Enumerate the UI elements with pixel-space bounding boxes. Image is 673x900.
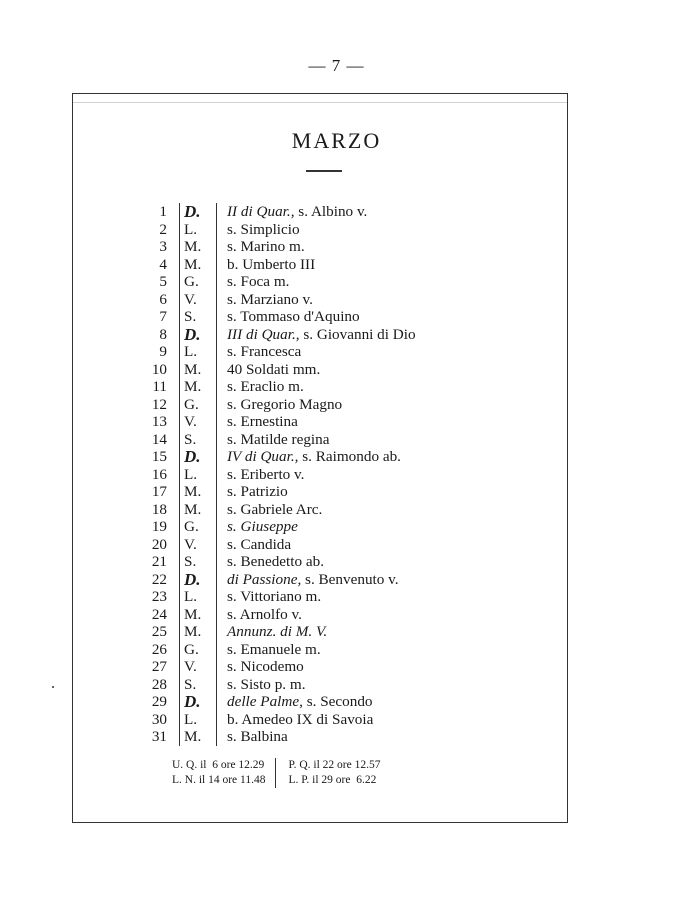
saint-text: s. Patrizio: [227, 483, 288, 500]
day-number: 30: [151, 710, 167, 728]
day-row: [130, 606, 416, 624]
saint-name: [216, 413, 298, 431]
saint-name: [216, 518, 298, 536]
weekday-abbrev: D.: [179, 326, 216, 344]
day-number: 21: [151, 553, 167, 570]
saint-text: s. Marino m.: [227, 238, 305, 255]
day-list: [130, 203, 416, 746]
saint-text: s. Matilde regina: [227, 430, 330, 448]
day-row: [130, 291, 416, 309]
print-speck: [52, 686, 54, 688]
saint-name: [216, 466, 304, 484]
day-row: [130, 238, 416, 256]
saint-name: [216, 308, 360, 326]
weekday-abbrev: L.: [179, 221, 216, 239]
weekday-abbrev: G.: [179, 396, 216, 414]
saint-name: [216, 641, 321, 659]
day-number: 2: [159, 220, 167, 238]
saint-text: s. Francesca: [227, 343, 302, 360]
saint-name: [216, 238, 305, 256]
saint-name: [216, 483, 288, 501]
weekday-abbrev: D.: [179, 571, 216, 589]
day-row: [130, 378, 416, 396]
feast-name: di Passione,: [227, 570, 302, 588]
day-row: [130, 711, 416, 729]
weekday-abbrev: M.: [179, 256, 216, 274]
saint-name: [216, 221, 300, 239]
saint-text: b. Amedeo IX di Savoia: [227, 710, 374, 728]
saint-text: s. Giovanni di Dio: [299, 325, 416, 343]
saint-name: [216, 343, 301, 361]
weekday-abbrev: M.: [179, 378, 216, 396]
feast-name: s. Giuseppe: [227, 518, 298, 535]
day-number: 18: [151, 500, 167, 518]
feast-name: IV di Quar.,: [227, 448, 299, 465]
weekday-abbrev: M.: [179, 238, 216, 256]
saint-text: s. Eriberto v.: [227, 465, 305, 483]
day-row: [130, 221, 416, 239]
weekday-abbrev: D.: [179, 693, 216, 711]
saint-text: s. Candida: [227, 535, 292, 553]
day-row: [130, 553, 416, 571]
weekday-abbrev: G.: [179, 273, 216, 291]
day-row: [130, 326, 416, 344]
weekday-abbrev: D.: [179, 448, 216, 466]
saint-text: s. Foca m.: [227, 273, 290, 290]
moon-phases-right: [275, 758, 390, 788]
day-number: 16: [151, 465, 167, 483]
saint-name: [216, 326, 416, 344]
moon-phases: [172, 758, 390, 788]
day-number: 9: [159, 343, 167, 360]
day-number: 25: [151, 623, 167, 640]
saint-name: [216, 396, 342, 414]
saint-text: s. Ernestina: [227, 413, 298, 430]
day-row: [130, 273, 416, 291]
weekday-abbrev: V.: [179, 413, 216, 431]
day-row: [130, 396, 416, 414]
day-number: 11: [152, 378, 167, 395]
saint-name: [216, 256, 315, 274]
weekday-abbrev: M.: [179, 606, 216, 624]
weekday-abbrev: M.: [179, 501, 216, 519]
day-number: 12: [151, 395, 167, 413]
saint-text: s. Secondo: [302, 693, 373, 710]
weekday-abbrev: M.: [179, 483, 216, 501]
day-row: [130, 203, 416, 221]
moon-phases-left: [172, 758, 275, 788]
saint-name: [216, 711, 373, 729]
day-number: 8: [159, 325, 167, 343]
saint-text: s. Vittoriano m.: [227, 588, 322, 605]
day-number: 29: [151, 693, 167, 710]
day-row: [130, 658, 416, 676]
saint-text: s. Simplicio: [227, 220, 300, 238]
day-number: 10: [151, 360, 167, 378]
day-row: [130, 623, 416, 641]
day-row: [130, 641, 416, 659]
day-number: 28: [151, 675, 167, 693]
saint-text: s. Raimondo ab.: [298, 448, 401, 465]
day-row: [130, 536, 416, 554]
weekday-abbrev: S.: [179, 308, 216, 326]
saint-text: s. Arnolfo v.: [227, 605, 302, 623]
saint-name: [216, 361, 320, 379]
weekday-abbrev: V.: [179, 536, 216, 554]
day-row: [130, 343, 416, 361]
saint-text: s. Marziano v.: [227, 290, 313, 308]
weekday-abbrev: V.: [179, 291, 216, 309]
saint-name: [216, 291, 313, 309]
weekday-abbrev: L.: [179, 711, 216, 729]
saint-name: [216, 448, 401, 466]
weekday-abbrev: G.: [179, 641, 216, 659]
day-number: 31: [151, 728, 167, 745]
day-row: [130, 518, 416, 536]
saint-name: [216, 203, 367, 221]
saint-name: [216, 378, 304, 396]
day-row: [130, 571, 416, 589]
saint-name: [216, 588, 321, 606]
day-number: 7: [159, 308, 167, 325]
day-number: 19: [151, 518, 167, 535]
page-number: — 7 —: [308, 56, 365, 75]
saint-text: 40 Soldati mm.: [227, 360, 321, 378]
saint-name: [216, 658, 304, 676]
saint-text: b. Umberto III: [227, 255, 316, 273]
saint-text: s. Sisto p. m.: [227, 675, 306, 693]
day-row: [130, 361, 416, 379]
day-number: 15: [151, 448, 167, 465]
weekday-abbrev: M.: [179, 623, 216, 641]
weekday-abbrev: G.: [179, 518, 216, 536]
day-row: [130, 588, 416, 606]
day-row: [130, 501, 416, 519]
saint-name: [216, 501, 322, 519]
saint-text: s. Tommaso d'Aquino: [227, 308, 360, 325]
day-row: [130, 466, 416, 484]
saint-text: s. Nicodemo: [227, 658, 304, 675]
day-number: 24: [151, 605, 167, 623]
weekday-abbrev: D.: [179, 203, 216, 221]
saint-name: [216, 676, 306, 694]
day-row: [130, 431, 416, 449]
weekday-abbrev: V.: [179, 658, 216, 676]
day-number: 3: [159, 238, 167, 255]
weekday-abbrev: S.: [179, 553, 216, 571]
day-number: 17: [151, 483, 167, 500]
feast-name: III di Quar.,: [227, 325, 300, 343]
saint-text: s. Emanuele m.: [227, 640, 321, 658]
weekday-abbrev: L.: [179, 588, 216, 606]
day-number: 1: [159, 203, 167, 220]
day-row: [130, 483, 416, 501]
day-row: [130, 256, 416, 274]
day-number: 20: [151, 535, 167, 553]
month-title: MARZO: [291, 128, 382, 153]
saint-text: s. Benvenuto v.: [301, 570, 399, 588]
day-number: 26: [151, 640, 167, 658]
feast-name: II di Quar.,: [227, 203, 295, 220]
day-number: 4: [159, 255, 167, 273]
saint-text: s. Balbina: [227, 728, 288, 745]
day-row: [130, 676, 416, 694]
weekday-abbrev: L.: [179, 466, 216, 484]
weekday-abbrev: M.: [179, 728, 216, 746]
moon-phase: U. Q. il 6 ore 12.29: [172, 759, 265, 771]
saint-text: s. Albino v.: [294, 203, 368, 220]
day-row: [130, 728, 416, 746]
saint-name: [216, 536, 291, 554]
day-row: [130, 448, 416, 466]
saint-name: [216, 623, 327, 641]
day-row: [130, 693, 416, 711]
saint-name: [216, 693, 373, 711]
day-number: 23: [151, 588, 167, 605]
saint-name: [216, 431, 330, 449]
day-number: 6: [159, 290, 167, 308]
saint-name: [216, 273, 289, 291]
saint-text: s. Gabriele Arc.: [227, 500, 323, 518]
title-rule: [306, 170, 342, 172]
saint-name: [216, 553, 324, 571]
feast-name: Annunz. di M. V.: [227, 623, 328, 640]
saint-name: [216, 606, 302, 624]
day-number: 27: [151, 658, 167, 675]
saint-text: s. Eraclio m.: [227, 378, 304, 395]
moon-phase: L. P. il 29 ore 6.22: [288, 774, 377, 786]
saint-name: [216, 728, 288, 746]
day-number: 22: [151, 570, 167, 588]
saint-text: s. Benedetto ab.: [227, 553, 325, 570]
weekday-abbrev: L.: [179, 343, 216, 361]
weekday-abbrev: S.: [179, 676, 216, 694]
day-number: 5: [159, 273, 167, 290]
day-number: 13: [151, 413, 167, 430]
weekday-abbrev: M.: [179, 361, 216, 379]
day-row: [130, 308, 416, 326]
feast-name: delle Palme,: [227, 693, 303, 710]
day-row: [130, 413, 416, 431]
saint-name: [216, 571, 399, 589]
moon-phase: P. Q. il 22 ore 12.57: [288, 759, 381, 771]
weekday-abbrev: S.: [179, 431, 216, 449]
moon-phase: L. N. il 14 ore 11.48: [172, 774, 266, 786]
day-number: 14: [151, 430, 167, 448]
saint-text: s. Gregorio Magno: [227, 395, 343, 413]
